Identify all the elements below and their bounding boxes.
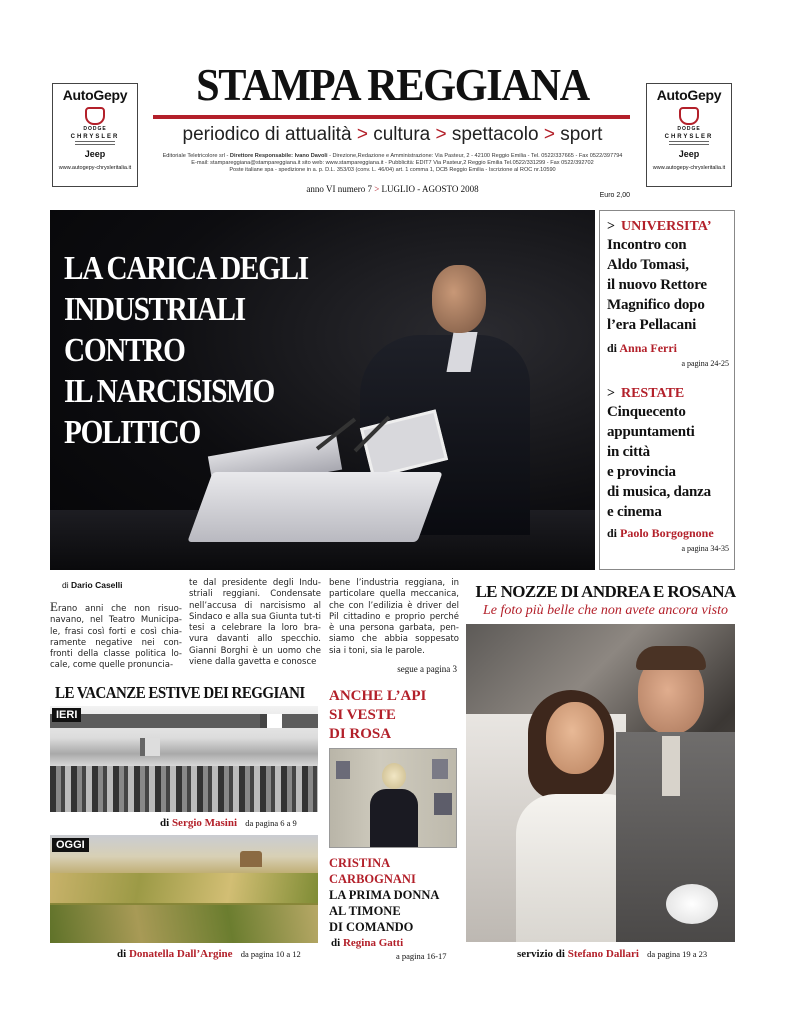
article-column-3: bene l’industria reggiana, in particolare quella meccanica, che con l’edilizia è driver del Pil cittadino e proprio perché è una persona garbata, pen-siamo che abbia soppesato sia i toni, sia le parole. bbox=[329, 578, 459, 656]
api-desc-line: AL TIMONE bbox=[329, 904, 401, 918]
woman-figure bbox=[370, 789, 418, 848]
tag-oggi: OGGI bbox=[52, 838, 89, 852]
page-ref: da pagina 10 a 12 bbox=[240, 949, 301, 959]
speaker-head bbox=[432, 265, 486, 333]
article-column-1 bbox=[50, 601, 182, 672]
beach-photo[interactable] bbox=[50, 706, 318, 812]
article-column-2: te dal presidente degli Indu-striali reggiani. Condensate nell’accusa di narcisismo al Sindaco e alla sua Giunta tut-ti tesi a celebrare la loro bra-vura davanti allo specchio. Gianni Borghi è un uomo che viene dalla gavetta e conosce bbox=[189, 578, 321, 668]
byline-di: di bbox=[117, 948, 127, 960]
chevron-right-icon: > bbox=[607, 219, 615, 234]
dodge-ram-icon bbox=[85, 107, 105, 125]
imprint-line: Poste italiane spa - spedizione in a. p. D.L. 353/03 (conv. L. 46/04) art. 1 comma 1, DCB Reggio Emilia - Iscrizione al ROC nr.10590 bbox=[229, 167, 556, 173]
hero-headline-line: INDUSTRIALI bbox=[64, 291, 245, 328]
sidebar-page-ref: a pagina 34-35 bbox=[681, 544, 729, 553]
article-byline bbox=[62, 580, 123, 590]
sidebar-headline-line: in città bbox=[607, 444, 650, 460]
article-continued[interactable]: segue a pagina 3 bbox=[397, 664, 457, 674]
bouquet bbox=[666, 884, 718, 924]
tagline-separator: > bbox=[543, 124, 555, 145]
ad-brand: AutoGepy bbox=[62, 87, 128, 103]
ad-url: www.autogepy-chrysleritalia.it bbox=[58, 165, 132, 171]
sidebar-page-ref: a pagina 24-25 bbox=[681, 359, 729, 368]
article-dropcap: E bbox=[50, 599, 58, 614]
byline-author: Anna Ferri bbox=[619, 341, 678, 355]
tagline-part: sport bbox=[560, 124, 603, 145]
sidebar-kicker bbox=[607, 386, 729, 402]
flag bbox=[260, 714, 282, 728]
byline-di: di bbox=[160, 817, 170, 829]
hero-headline-line: LA CARICA DEGLI bbox=[64, 250, 308, 287]
issue-number: anno VI numero 7 bbox=[306, 184, 372, 194]
byline-author: Sergio Masini bbox=[171, 817, 238, 829]
api-desc-line: DI COMANDO bbox=[329, 920, 414, 934]
chrysler-wing-icon bbox=[669, 141, 709, 145]
sidebar-headline-line: appuntamenti bbox=[607, 424, 695, 440]
hills-photo[interactable] bbox=[50, 835, 318, 943]
masthead-tagline bbox=[140, 124, 645, 146]
sidebar-headline-line: e cinema bbox=[607, 504, 662, 520]
ad-brand: AutoGepy bbox=[656, 87, 722, 103]
masthead-title: STAMPA REGGIANA bbox=[196, 59, 589, 110]
crowd bbox=[50, 766, 318, 812]
tagline-separator: > bbox=[356, 124, 368, 145]
issue-date: LUGLIO - AGOSTO 2008 bbox=[381, 184, 479, 194]
byline-di: di bbox=[607, 526, 618, 540]
groom-hair bbox=[636, 646, 706, 670]
imprint-line bbox=[150, 153, 635, 160]
page-ref: da pagina 6 a 9 bbox=[245, 818, 297, 828]
tagline-part: periodico di attualità bbox=[182, 124, 352, 145]
ad-chrysler: CHRYSLER bbox=[70, 134, 120, 140]
ad-dodge: DODGE bbox=[677, 126, 701, 132]
fields bbox=[50, 873, 318, 903]
vacanze-headline[interactable]: LE VACANZE ESTIVE DEI REGGIANI bbox=[55, 683, 305, 702]
wall-frame bbox=[336, 761, 350, 779]
groom-shirt bbox=[662, 736, 680, 796]
imprint-line: E-mail: stampareggiana@stampareggiana.it sito web: www.stampareggiana.it - Pubblicità: EDIT7 Via Pasteur,2 Reggio Emilia Tel.0522/331299 - Fax 0522/392702 bbox=[191, 160, 594, 166]
sidebar-headline-line: il nuovo Rettore bbox=[607, 277, 707, 293]
sidebar-kicker-text: UNIVERSITA’ bbox=[620, 219, 712, 234]
vacanze-byline-1 bbox=[160, 817, 297, 829]
imprint-address: - Direzione,Redazione e Amministrazione: Via Pasteur, 2 - 42100 Reggio Emilia - Tel. 0522/337665 - Fax 0522/397794 bbox=[327, 153, 623, 159]
ad-autogepy-right[interactable] bbox=[646, 83, 732, 187]
sidebar-headline-line: l’era Pellacani bbox=[607, 317, 697, 333]
woman-head bbox=[382, 763, 406, 789]
hero-headline[interactable] bbox=[64, 248, 308, 453]
foreground-hills bbox=[50, 905, 318, 943]
hero-headline-line: POLITICO bbox=[64, 414, 200, 451]
api-caption bbox=[329, 855, 439, 935]
sidebar-headline-line: Aldo Tomasi, bbox=[607, 257, 689, 273]
tag-ieri: IERI bbox=[52, 708, 81, 722]
byline-di: di bbox=[607, 341, 618, 355]
sidebar-story-universita[interactable] bbox=[607, 219, 729, 368]
api-name-line: CARBOGNANI bbox=[329, 872, 416, 886]
castle bbox=[240, 851, 262, 867]
issue-info bbox=[250, 184, 535, 194]
sidebar-headline bbox=[607, 402, 729, 522]
wall-frame bbox=[432, 759, 448, 779]
chrysler-wing-icon bbox=[75, 141, 115, 145]
api-byline bbox=[331, 937, 403, 949]
hero-headline-line: CONTRO bbox=[64, 332, 185, 369]
vacanze-byline-2 bbox=[117, 948, 301, 960]
api-headline-line: SI VESTE bbox=[329, 707, 396, 723]
hero-photo[interactable] bbox=[50, 210, 595, 570]
sidebar-box bbox=[599, 210, 735, 570]
sidebar-headline-line: Magnifico dopo bbox=[607, 297, 705, 313]
byline-author: Dario Caselli bbox=[71, 580, 123, 590]
tagline-separator: > bbox=[435, 124, 447, 145]
masthead-rule bbox=[153, 115, 630, 119]
wedding-photo[interactable] bbox=[466, 624, 735, 942]
sidebar-kicker-text: RESTATE bbox=[620, 386, 685, 401]
wedding-byline bbox=[517, 948, 707, 960]
byline-di: servizio di bbox=[517, 948, 565, 960]
sidebar-story-restate[interactable] bbox=[607, 386, 729, 553]
article-text: rano anni che non risuo-navano, nel Teatro Municipa-le, frasi così forti e così chia-ramente negative nei con-fronti della classe politica lo-cale, come quelle pronuncia- bbox=[50, 604, 182, 671]
sidebar-kicker bbox=[607, 219, 729, 235]
api-name-line: CRISTINA bbox=[329, 856, 391, 870]
flag bbox=[140, 738, 160, 756]
tagline-part: cultura bbox=[373, 124, 431, 145]
wedding-subtitle: Le foto più belle che non avete ancora visto bbox=[483, 603, 728, 618]
chevron-right-icon: > bbox=[607, 386, 615, 401]
sidebar-headline bbox=[607, 235, 729, 335]
sidebar-headline-line: di musica, danza bbox=[607, 484, 711, 500]
dodge-ram-icon bbox=[679, 107, 699, 125]
hero-headline-line: IL NARCISISMO bbox=[64, 373, 274, 410]
price: Euro 2,00 bbox=[599, 192, 630, 199]
sidebar-byline bbox=[607, 341, 729, 356]
sidebar-headline-line: Cinquecento bbox=[607, 404, 686, 420]
imprint bbox=[150, 153, 635, 174]
wedding-headline[interactable]: LE NOZZE DI ANDREA E ROSANA bbox=[475, 582, 736, 601]
bride-face bbox=[546, 702, 604, 774]
api-headline-line: ANCHE L’API bbox=[329, 688, 427, 704]
api-desc-line: LA PRIMA DONNA bbox=[329, 888, 440, 902]
ad-jeep: Jeep bbox=[84, 149, 106, 159]
podium bbox=[187, 472, 442, 542]
office-portrait-photo[interactable] bbox=[329, 748, 457, 848]
api-headline-line: DI ROSA bbox=[329, 726, 392, 742]
ad-chrysler: CHRYSLER bbox=[664, 134, 714, 140]
sidebar-byline bbox=[607, 526, 729, 541]
byline-author: Donatella Dall’Argine bbox=[128, 948, 233, 960]
ad-jeep: Jeep bbox=[678, 149, 700, 159]
sidebar-headline-line: Incontro con bbox=[607, 237, 687, 253]
byline-author: Regina Gatti bbox=[342, 937, 404, 949]
imprint-publisher: Editoriale Teletricolore srl - bbox=[162, 153, 230, 159]
sidebar-headline-line: e provincia bbox=[607, 464, 676, 480]
wall-frame bbox=[434, 793, 452, 815]
page-ref: da pagina 19 a 23 bbox=[647, 949, 708, 959]
byline-author: Stefano Dallari bbox=[567, 948, 639, 960]
byline-di: di bbox=[331, 937, 341, 949]
tagline-part: spettacolo bbox=[451, 124, 539, 145]
ad-url: www.autogepy-chrysleritalia.it bbox=[652, 165, 726, 171]
byline-di: di bbox=[62, 580, 69, 590]
ad-dodge: DODGE bbox=[83, 126, 107, 132]
byline-author: Paolo Borgognone bbox=[620, 526, 714, 540]
imprint-director: Direttore Responsabile: Ivano Davoli bbox=[229, 153, 328, 159]
api-page-ref: a pagina 16-17 bbox=[396, 951, 447, 961]
api-headline[interactable] bbox=[329, 687, 426, 744]
issue-separator: > bbox=[374, 184, 380, 194]
ad-autogepy-left[interactable] bbox=[52, 83, 138, 187]
